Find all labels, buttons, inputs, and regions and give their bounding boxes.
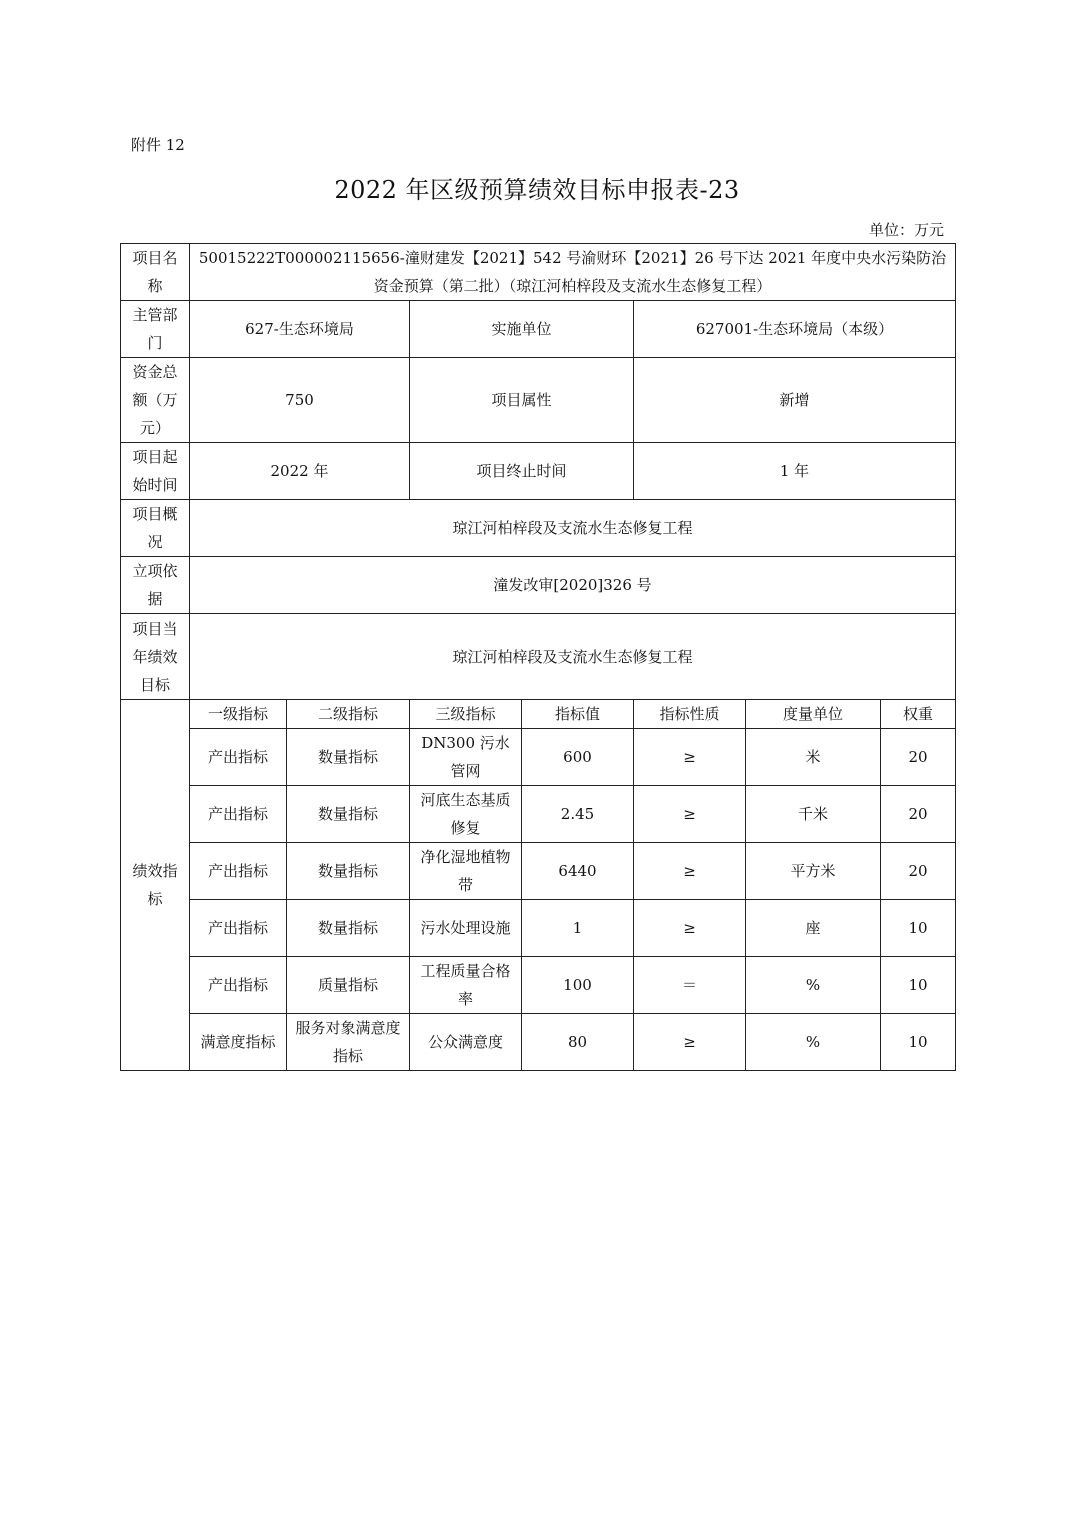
page-title: 2022 年区级预算绩效目标申报表-23 bbox=[334, 176, 740, 204]
unit-cell: 座 bbox=[746, 900, 881, 957]
nature-cell: ≥ bbox=[634, 729, 746, 786]
level2-cell: 服务对象满意度指标 bbox=[287, 1014, 410, 1071]
project-name-row bbox=[121, 244, 956, 301]
attachment-label: 附件 12 bbox=[131, 136, 185, 154]
header-value: 指标值 bbox=[522, 700, 634, 729]
table-row bbox=[121, 786, 956, 843]
level1-cell: 产出指标 bbox=[190, 957, 287, 1014]
fund-row bbox=[121, 358, 956, 443]
unit-cell: % bbox=[746, 957, 881, 1014]
budget-table bbox=[120, 243, 956, 1071]
time-row bbox=[121, 443, 956, 500]
level3-cell: 公众满意度 bbox=[410, 1014, 522, 1071]
indicator-header-row bbox=[121, 700, 956, 729]
unit-cell: 千米 bbox=[746, 786, 881, 843]
value-cell: 600 bbox=[522, 729, 634, 786]
level2-cell: 数量指标 bbox=[287, 786, 410, 843]
end-time-value: 1 年 bbox=[634, 443, 956, 500]
level1-cell: 产出指标 bbox=[190, 843, 287, 900]
weight-cell: 20 bbox=[881, 786, 956, 843]
value-cell: 80 bbox=[522, 1014, 634, 1071]
basis-row bbox=[121, 557, 956, 614]
level1-cell: 满意度指标 bbox=[190, 1014, 287, 1071]
annual-goal-value: 琼江河柏梓段及支流水生态修复工程 bbox=[190, 614, 956, 700]
weight-cell: 10 bbox=[881, 900, 956, 957]
table-row bbox=[121, 900, 956, 957]
department-value: 627-生态环境局 bbox=[190, 301, 410, 358]
unit-label: 单位：万元 bbox=[868, 221, 944, 239]
project-name-value: 50015222T000002115656-潼财建发【2021】542 号渝财环【2021】26 号下达 2021 年度中央水污染防治资金预算（第二批）（琼江河柏梓段及支流水生态修复工程） bbox=[190, 244, 956, 301]
nature-cell: ≥ bbox=[634, 843, 746, 900]
table-row bbox=[121, 729, 956, 786]
department-label: 主管部门 bbox=[121, 301, 190, 358]
level2-cell: 数量指标 bbox=[287, 843, 410, 900]
start-time-label: 项目起始时间 bbox=[121, 443, 190, 500]
header-nature: 指标性质 bbox=[634, 700, 746, 729]
nature-cell: ＝ bbox=[634, 957, 746, 1014]
indicators-section-label: 绩效指标 bbox=[121, 700, 190, 1071]
end-time-label: 项目终止时间 bbox=[410, 443, 634, 500]
value-cell: 1 bbox=[522, 900, 634, 957]
overview-label: 项目概况 bbox=[121, 500, 190, 557]
weight-cell: 10 bbox=[881, 957, 956, 1014]
level2-cell: 数量指标 bbox=[287, 900, 410, 957]
level1-cell: 产出指标 bbox=[190, 786, 287, 843]
level2-cell: 质量指标 bbox=[287, 957, 410, 1014]
level3-cell: DN300 污水管网 bbox=[410, 729, 522, 786]
basis-value: 潼发改审[2020]326 号 bbox=[190, 557, 956, 614]
level2-cell: 数量指标 bbox=[287, 729, 410, 786]
basis-label: 立项依据 bbox=[121, 557, 190, 614]
header-unit: 度量单位 bbox=[746, 700, 881, 729]
level3-cell: 净化湿地植物带 bbox=[410, 843, 522, 900]
table-row bbox=[121, 843, 956, 900]
department-row bbox=[121, 301, 956, 358]
weight-cell: 10 bbox=[881, 1014, 956, 1071]
value-cell: 6440 bbox=[522, 843, 634, 900]
unit-cell: 平方米 bbox=[746, 843, 881, 900]
implementing-unit-value: 627001-生态环境局（本级） bbox=[634, 301, 956, 358]
project-attribute-value: 新增 bbox=[634, 358, 956, 443]
annual-goal-label: 项目当年绩效目标 bbox=[121, 614, 190, 700]
overview-row bbox=[121, 500, 956, 557]
level3-cell: 河底生态基质修复 bbox=[410, 786, 522, 843]
project-attribute-label: 项目属性 bbox=[410, 358, 634, 443]
project-name-label: 项目名称 bbox=[121, 244, 190, 301]
nature-cell: ≥ bbox=[634, 1014, 746, 1071]
fund-total-label: 资金总额（万元） bbox=[121, 358, 190, 443]
header-level3: 三级指标 bbox=[410, 700, 522, 729]
header-level1: 一级指标 bbox=[190, 700, 287, 729]
nature-cell: ≥ bbox=[634, 900, 746, 957]
value-cell: 2.45 bbox=[522, 786, 634, 843]
unit-cell: % bbox=[746, 1014, 881, 1071]
level3-cell: 工程质量合格率 bbox=[410, 957, 522, 1014]
fund-total-value: 750 bbox=[190, 358, 410, 443]
weight-cell: 20 bbox=[881, 729, 956, 786]
unit-cell: 米 bbox=[746, 729, 881, 786]
level1-cell: 产出指标 bbox=[190, 729, 287, 786]
header-weight: 权重 bbox=[881, 700, 956, 729]
nature-cell: ≥ bbox=[634, 786, 746, 843]
start-time-value: 2022 年 bbox=[190, 443, 410, 500]
implementing-unit-label: 实施单位 bbox=[410, 301, 634, 358]
level1-cell: 产出指标 bbox=[190, 900, 287, 957]
overview-value: 琼江河柏梓段及支流水生态修复工程 bbox=[190, 500, 956, 557]
header-level2: 二级指标 bbox=[287, 700, 410, 729]
goal-row bbox=[121, 614, 956, 700]
weight-cell: 20 bbox=[881, 843, 956, 900]
table-row bbox=[121, 1014, 956, 1071]
table-row bbox=[121, 957, 956, 1014]
level3-cell: 污水处理设施 bbox=[410, 900, 522, 957]
value-cell: 100 bbox=[522, 957, 634, 1014]
